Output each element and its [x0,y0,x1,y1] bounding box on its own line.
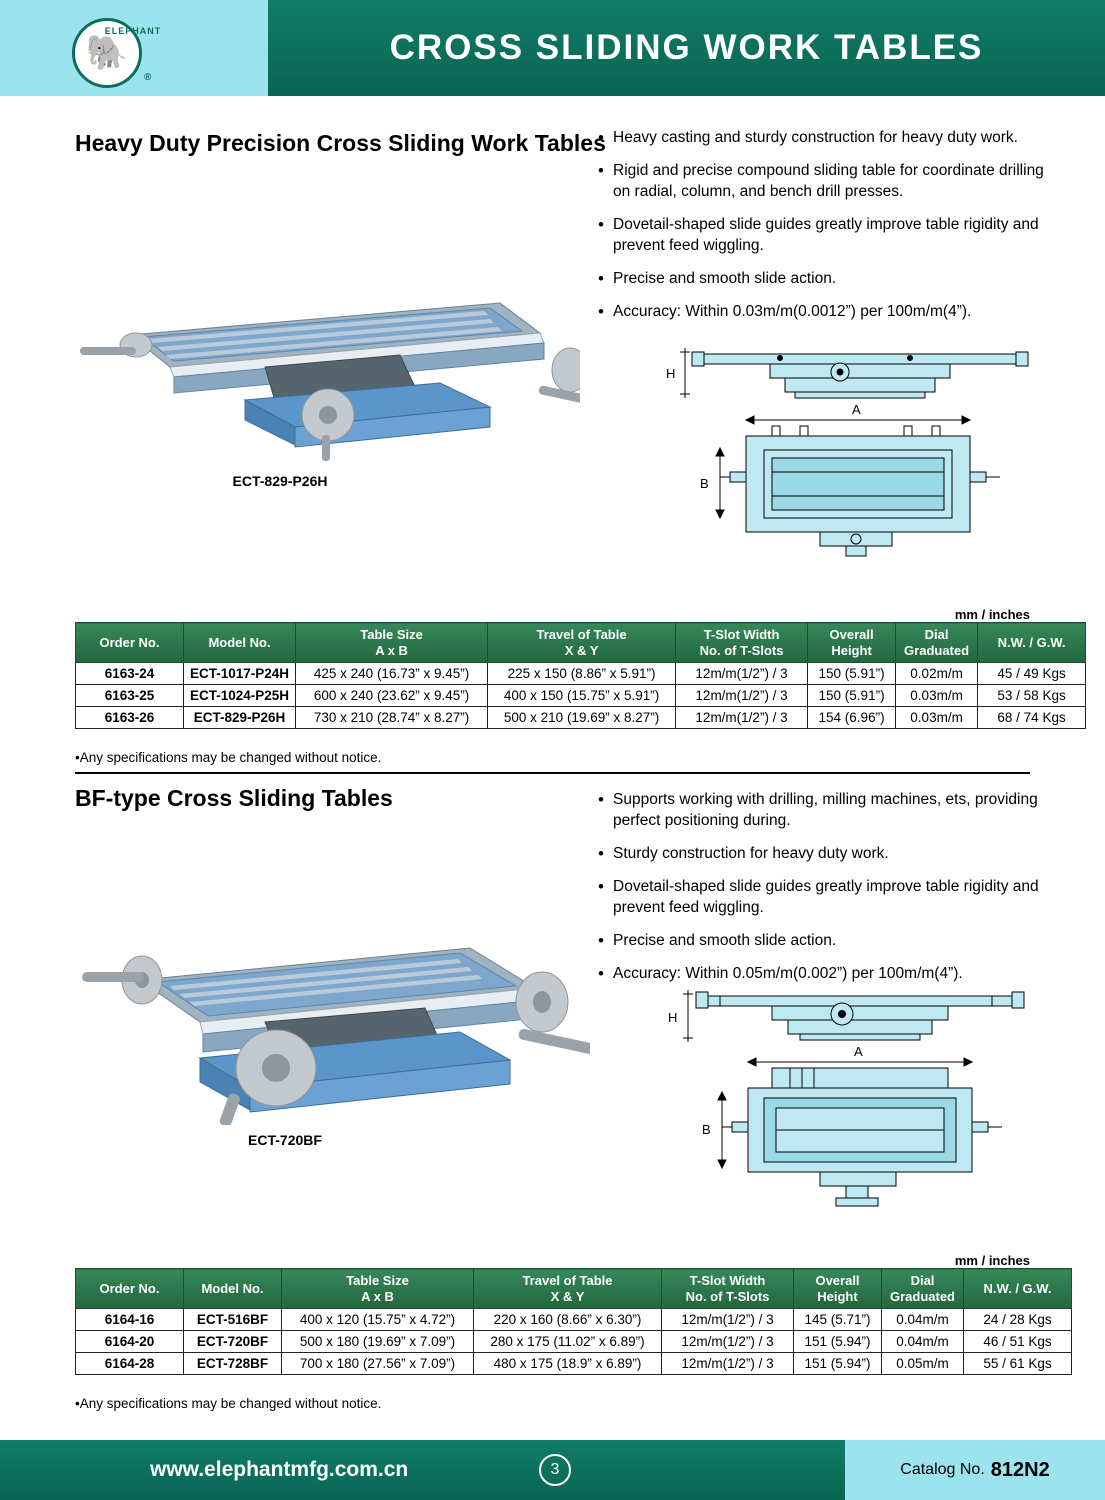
cell-model-no: ECT-728BF [184,1353,282,1375]
col-table-size-l2: A x B [375,642,408,658]
svg-text:B: B [702,1122,711,1137]
list-item: • Sturdy construction for heavy duty work. [598,844,1048,865]
spec-note-1: • Any specifications may be changed without notice. [75,750,381,765]
cell-height: 151 (5.94”) [794,1353,882,1375]
cell-height: 150 (5.91”) [808,685,896,707]
technical-drawing-1 [660,340,1060,590]
units-label-1: mm / inches [954,607,1030,622]
col-table-size-l1: Table Size [346,1273,409,1288]
col-height-l1: Overall [829,627,874,642]
col-height-l1: Overall [815,1273,860,1288]
col-tslot-l1: T-Slot Width [689,1273,766,1288]
cell-dial: 0.04m/m [882,1309,964,1331]
cell-table-size: 600 x 240 (23.62” x 9.45”) [296,685,488,707]
cell-tslot: 12m/m(1/2”) / 3 [662,1309,794,1331]
cell-tslot: 12m/m(1/2”) / 3 [662,1331,794,1353]
cell-travel: 280 x 175 (11.02” x 6.89”) [474,1331,662,1353]
cell-table-size: 730 x 210 (28.74” x 8.27”) [296,707,488,729]
cell-weight: 68 / 74 Kgs [978,707,1086,729]
cell-weight: 55 / 61 Kgs [964,1353,1072,1375]
page-header [0,0,1105,96]
catalog-number [845,1440,1105,1500]
catalog-value: 812N2 [990,1458,1050,1481]
col-weight: N.W. / G.W. [983,1280,1052,1296]
list-item: • Dovetail-shaped slide guides greatly improve table rigidity and prevent feed wiggling. [598,877,1048,919]
cell-travel: 480 x 175 (18.9” x 6.89”) [474,1353,662,1375]
cell-tslot: 12m/m(1/2”) / 3 [676,685,808,707]
col-model-no: Model No. [201,1280,264,1296]
units-label-2: mm / inches [954,1253,1030,1268]
cell-dial: 0.05m/m [882,1353,964,1375]
list-item: • Accuracy: Within 0.05m/m(0.002”) per 100m/m(4”). [598,964,1048,985]
cell-table-size: 400 x 120 (15.75” x 4.72”) [282,1309,474,1331]
list-item: • Supports working with drilling, milling machines, ets, providing perfect positioning during. [598,790,1048,832]
table-row [76,1331,1072,1353]
table-row [76,707,1086,729]
section2-title: BF-type Cross Sliding Tables [75,785,393,811]
cell-table-size: 500 x 180 (19.69” x 7.09”) [282,1331,474,1353]
list-item: • Rigid and precise compound sliding table for coordinate drilling on radial, column, and bench drill presses. [598,161,1048,203]
svg-text:H: H [666,366,676,381]
cell-height: 151 (5.94”) [794,1331,882,1353]
cell-dial: 0.03m/m [896,685,978,707]
photo-caption-1: ECT-829-P26H [232,473,328,489]
product-illustration [80,910,590,1125]
list-item: • Dovetail-shaped slide guides greatly improve table rigidity and prevent feed wiggling. [598,215,1048,257]
col-table-size-l1: Table Size [360,627,423,642]
svg-text:H: H [668,1010,678,1025]
list-item: • Heavy casting and sturdy construction for heavy duty work. [598,128,1048,149]
section-divider [75,772,1030,774]
table-row [76,685,1086,707]
cell-weight: 45 / 49 Kgs [978,663,1086,685]
cell-order-no: 6163-26 [76,707,184,729]
brand-logo [72,18,182,88]
cell-model-no: ECT-1017-P24H [184,663,296,685]
elephant-icon: 🐘 [85,34,129,72]
cell-tslot: 12m/m(1/2”) / 3 [676,707,808,729]
cell-model-no: ECT-720BF [184,1331,282,1353]
col-dial-l1: Dial [910,1273,935,1288]
catalog-label: Catalog No. [900,1461,985,1478]
col-table-size-l2: A x B [361,1288,394,1304]
cell-tslot: 12m/m(1/2”) / 3 [662,1353,794,1375]
logo-wordmark: ELEPHANT [104,26,162,36]
cell-travel: 220 x 160 (8.66” x 6.30”) [474,1309,662,1331]
spec-table-2 [75,1268,1072,1375]
table-row [76,663,1086,685]
list-item: • Precise and smooth slide action. [598,931,1048,952]
cell-weight: 53 / 58 Kgs [978,685,1086,707]
svg-text:A: A [854,1044,863,1059]
cell-travel: 225 x 150 (8.86” x 5.91”) [488,663,676,685]
col-dial-l1: Dial [924,627,949,642]
cell-model-no: ECT-1024-P25H [184,685,296,707]
cell-travel: 400 x 150 (15.75” x 5.91”) [488,685,676,707]
technical-drawing-2 [660,980,1060,1230]
cell-order-no: 6164-28 [76,1353,184,1375]
col-travel-l1: Travel of Table [522,1273,613,1288]
list-item: • Precise and smooth slide action. [598,269,1048,290]
product-photo-ect-829-p26h [70,275,580,475]
cell-travel: 500 x 210 (19.69” x 8.27”) [488,707,676,729]
col-travel-l2: X & Y [564,642,599,658]
cell-height: 150 (5.91”) [808,663,896,685]
svg-text:B: B [700,476,709,491]
cell-dial: 0.04m/m [882,1331,964,1353]
section2-bullet-list [598,790,1048,996]
col-model-no: Model No. [208,634,271,650]
table-row [76,1309,1072,1331]
photo-caption-2: ECT-720BF [248,1132,322,1148]
col-tslot-l2: No. of T-Slots [685,1288,770,1304]
cell-weight: 24 / 28 Kgs [964,1309,1072,1331]
col-travel-l1: Travel of Table [536,627,627,642]
col-tslot-l2: No. of T-Slots [699,642,784,658]
table-header-row [76,623,1086,663]
page-footer [0,1440,1105,1500]
col-travel-l2: X & Y [550,1288,585,1304]
col-order-no: Order No. [99,634,160,650]
cell-height: 154 (6.96”) [808,707,896,729]
registered-mark: ® [144,72,152,83]
website-link[interactable]: www.elephantmfg.com.cn [150,1458,409,1481]
table-header-row [76,1269,1072,1309]
cell-dial: 0.02m/m [896,663,978,685]
cell-model-no: ECT-516BF [184,1309,282,1331]
cell-tslot: 12m/m(1/2”) / 3 [676,663,808,685]
col-weight: N.W. / G.W. [997,634,1066,650]
cell-order-no: 6163-24 [76,663,184,685]
footer-green-block [0,1440,845,1500]
col-order-no: Order No. [99,1280,160,1296]
col-tslot-l1: T-Slot Width [703,627,780,642]
col-dial-l2: Graduated [904,642,970,658]
spec-note-2: • Any specifications may be changed without notice. [75,1396,381,1411]
spec-table-1 [75,622,1086,729]
cell-order-no: 6164-16 [76,1309,184,1331]
cell-order-no: 6163-25 [76,685,184,707]
cell-dial: 0.03m/m [896,707,978,729]
cell-table-size: 425 x 240 (16.73” x 9.45”) [296,663,488,685]
cell-height: 145 (5.71”) [794,1309,882,1331]
cell-model-no: ECT-829-P26H [184,707,296,729]
product-illustration [70,275,580,475]
table-row [76,1353,1072,1375]
list-item: • Accuracy: Within 0.03m/m(0.0012”) per 100m/m(4”). [598,302,1048,323]
cell-table-size: 700 x 180 (27.56” x 7.09”) [282,1353,474,1375]
svg-text:A: A [852,402,861,417]
cell-weight: 46 / 51 Kgs [964,1331,1072,1353]
col-dial-l2: Graduated [889,1288,955,1304]
page-number: 3 [539,1454,571,1486]
col-height-l2: Height [831,642,872,658]
cell-order-no: 6164-20 [76,1331,184,1353]
product-photo-ect-720bf [80,910,590,1125]
section1-bullet-list [598,128,1048,334]
section1-title: Heavy Duty Precision Cross Sliding Work Tables [75,130,606,156]
page-title: CROSS SLIDING WORK TABLES [389,28,984,67]
col-height-l2: Height [817,1288,858,1304]
